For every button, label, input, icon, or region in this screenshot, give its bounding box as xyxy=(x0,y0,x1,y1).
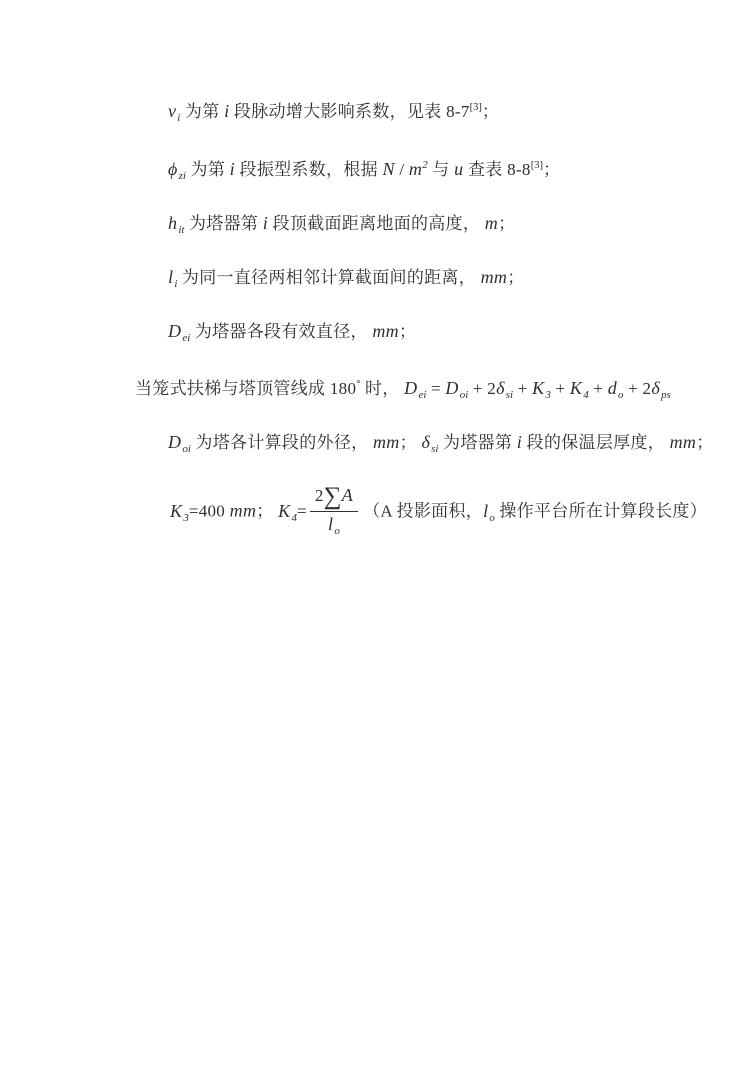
subscript: i xyxy=(174,278,178,290)
subscript: ei xyxy=(418,389,427,401)
text-run: 段振型系数，根据 xyxy=(234,160,383,179)
text-run: ° xyxy=(356,379,361,390)
text-run: ∑ xyxy=(323,483,342,510)
subscript: si xyxy=(431,443,439,455)
math-variable: m xyxy=(484,213,499,233)
text-run: + xyxy=(550,379,570,398)
math-variable: $D_{oi}$ xyxy=(445,378,469,401)
math-variable: $\delta_{si}$ xyxy=(421,432,439,455)
text-run: ； xyxy=(399,433,422,452)
subscript: 3 xyxy=(545,389,551,401)
subscript: o xyxy=(334,525,340,537)
math-variable: A xyxy=(341,485,354,505)
subscript: oi xyxy=(182,443,191,455)
math-variable: $\phi_{zi}$ xyxy=(168,159,186,182)
text-run: + 2 xyxy=(468,379,497,398)
line-K3-K4-definition xyxy=(170,484,756,542)
subscript: o xyxy=(489,511,495,524)
math-variable: mm xyxy=(480,267,508,287)
subscript: si xyxy=(505,389,514,401)
math-variable: mm xyxy=(372,321,399,341)
math-variable: mm xyxy=(372,432,400,452)
subscript: zi xyxy=(178,170,186,182)
subscript: i xyxy=(177,112,181,124)
text-run: 为第 xyxy=(180,102,225,121)
math-variable: i xyxy=(516,432,523,452)
line-h-definition xyxy=(168,211,756,242)
math-variable: $l_i$ xyxy=(168,267,178,290)
math-variable: $d_o$ xyxy=(607,378,624,401)
line-De-equation xyxy=(135,373,756,407)
text-run: + xyxy=(588,379,608,398)
line-l-definition xyxy=(168,265,756,296)
text-run: =400 xyxy=(188,501,230,521)
fraction xyxy=(310,484,358,538)
text-run: = xyxy=(296,501,307,521)
text-run: 段的保温层厚度， xyxy=(522,433,670,452)
text-run: 为第 xyxy=(185,160,230,179)
text-run: 当笼式扶梯与塔顶管线成 180 xyxy=(135,379,357,398)
text-run: + 2 xyxy=(623,379,652,398)
text-run: 段顶截面距离地面的高度， xyxy=(268,214,485,233)
text-run: ； xyxy=(542,160,561,179)
math-variable: $K_4$ xyxy=(278,500,297,524)
math-variable: $m^2$ xyxy=(408,159,428,179)
math-variable: i xyxy=(262,213,269,233)
text-run: ； xyxy=(481,102,500,121)
line-Do-delta-definition xyxy=(168,430,756,461)
math-variable: i xyxy=(224,101,230,121)
math-variable: $K_3$ xyxy=(170,500,189,524)
text-run: 为塔器第 xyxy=(438,433,517,452)
text-run: 2 xyxy=(314,486,324,505)
math-variable: $K_4$ xyxy=(569,378,589,401)
text-run: 与 xyxy=(427,160,455,179)
subscript: 4 xyxy=(583,389,589,401)
math-variable: $D_{ei}$ xyxy=(404,378,427,401)
math-variable: i xyxy=(229,159,235,179)
text-run: 为同一直径两相邻计算截面间的距离， xyxy=(177,268,481,287)
math-variable: $l_o$ xyxy=(328,514,340,537)
text-run: / xyxy=(394,160,409,179)
text-run: ； xyxy=(256,501,279,521)
math-variable: $v_i$ xyxy=(168,101,181,124)
text-run: 为塔器各段有效直径， xyxy=(190,322,373,341)
subscript: 3 xyxy=(183,511,189,524)
math-variable: $D_{oi}$ xyxy=(168,432,191,455)
subscript: it xyxy=(178,224,185,236)
superscript: 2 xyxy=(422,159,428,171)
math-variable: $\delta_{ps}$ xyxy=(651,378,671,401)
math-variable: $h_{it}$ xyxy=(168,213,185,236)
line-De-definition xyxy=(168,319,756,350)
math-variable: $l_o$ xyxy=(483,500,495,524)
text-run: 操作平台所在计算段长度） xyxy=(494,501,708,521)
text-run: 段脉动增大影响系数，见表 8-7 xyxy=(229,102,470,121)
text-run: ； xyxy=(398,322,417,341)
math-variable: u xyxy=(454,159,464,179)
text-run: = xyxy=(426,379,446,398)
text-run: ； xyxy=(696,433,714,452)
text-run: ； xyxy=(507,268,525,287)
math-variable: mm xyxy=(669,432,697,452)
subscript: oi xyxy=(459,389,469,401)
text-run: + xyxy=(513,379,533,398)
subscript: 4 xyxy=(291,511,297,524)
math-variable: N xyxy=(382,159,395,179)
subscript: ps xyxy=(661,389,671,401)
math-variable: mm xyxy=(229,500,257,521)
text-run: ； xyxy=(498,214,516,233)
line-phi-definition xyxy=(168,153,756,188)
math-variable: $D_{ei}$ xyxy=(168,321,191,344)
text-run: [3] xyxy=(469,102,482,113)
text-run: 为塔各计算段的外径， xyxy=(190,433,373,452)
text-run: 为塔器第 xyxy=(184,214,263,233)
math-variable: $K_3$ xyxy=(532,378,551,401)
text-run: [3] xyxy=(530,160,543,171)
text-run: （A 投影面积， xyxy=(363,501,484,521)
text-run: 查表 8-8 xyxy=(463,160,531,179)
subscript: ei xyxy=(182,332,191,344)
line-nu-definition xyxy=(168,96,756,130)
math-variable: $\delta_{si}$ xyxy=(496,378,514,401)
subscript: o xyxy=(618,389,624,401)
text-run: 时， xyxy=(360,379,405,398)
